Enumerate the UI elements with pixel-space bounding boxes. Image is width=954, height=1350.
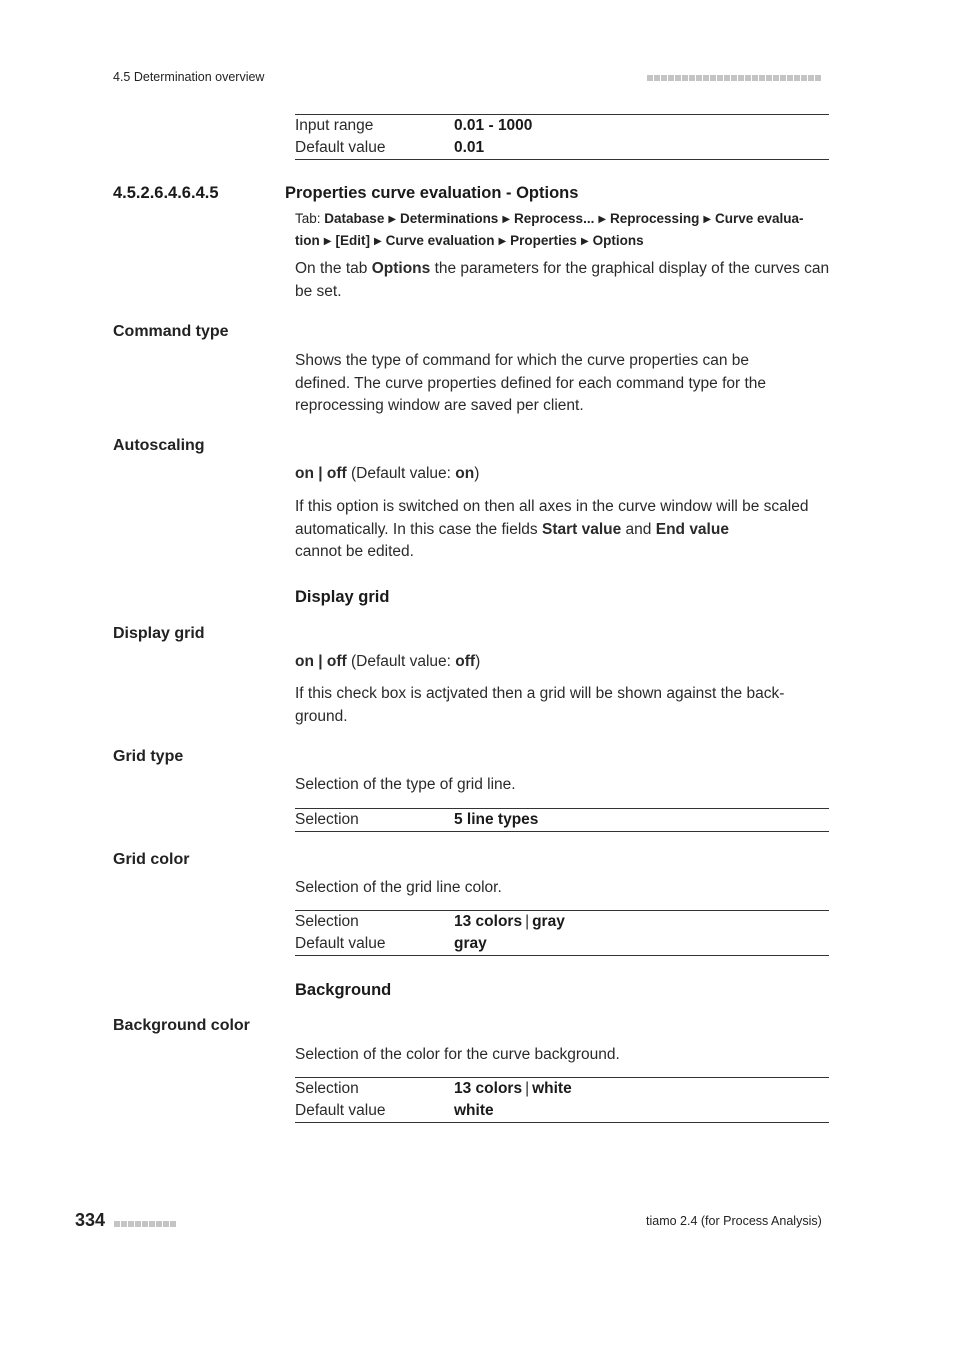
header-decoration xyxy=(647,72,822,84)
background-color-description: Selection of the color for the curve background. xyxy=(295,1046,620,1063)
grid-color-table xyxy=(295,910,829,956)
arrow-right-icon: ▶ xyxy=(598,214,607,225)
footer-decoration xyxy=(114,1218,177,1230)
table-key: Selection xyxy=(295,1080,359,1097)
arrow-right-icon: ▶ xyxy=(323,236,332,247)
table-row xyxy=(295,1100,829,1122)
table-row xyxy=(295,137,829,159)
arrow-right-icon: ▶ xyxy=(388,214,397,225)
table-row xyxy=(295,933,829,955)
table-row xyxy=(295,911,829,933)
grid-type-description: Selection of the type of grid line. xyxy=(295,776,516,793)
table-value: 0.01 xyxy=(454,139,485,156)
page-number: 334 xyxy=(75,1210,106,1230)
arrow-right-icon: ▶ xyxy=(498,236,507,247)
table-value: gray xyxy=(454,935,487,952)
footer-product: tiamo 2.4 (for Process Analysis) xyxy=(646,1214,822,1228)
table-value: 0.01 - 1000 xyxy=(454,117,533,134)
table-row xyxy=(295,809,829,831)
input-range-table xyxy=(295,114,829,160)
breadcrumb-item: Curve evaluation xyxy=(385,233,495,248)
section-number: 4.5.2.6.4.6.4.5 xyxy=(113,184,219,202)
table-row xyxy=(295,1078,829,1100)
table-key: Default value xyxy=(295,935,386,952)
display-grid-description: If this check box is actjvated then a grid will be shown against the back- ground. xyxy=(295,685,785,725)
arrow-right-icon: ▶ xyxy=(373,236,382,247)
background-color-table xyxy=(295,1077,829,1123)
command-type-description: Shows the type of command for which the curve properties can be defined. The curve properties defined for each command type for the reprocessing window are saved per client. xyxy=(295,352,767,414)
breadcrumb-item: Reprocessing xyxy=(610,211,700,226)
autoscaling-values: on | off (Default value: on) xyxy=(295,465,480,482)
arrow-right-icon: ▶ xyxy=(502,214,511,225)
table-value: 13 colors | gray xyxy=(454,913,565,930)
display-grid-heading: Display grid xyxy=(295,588,390,606)
background-color-label: Background color xyxy=(113,1017,250,1034)
breadcrumb-item: [Edit] xyxy=(335,233,370,248)
table-value: white xyxy=(454,1102,494,1119)
command-type-label: Command type xyxy=(113,323,229,340)
autoscaling-label: Autoscaling xyxy=(113,437,205,454)
breadcrumb xyxy=(295,209,829,253)
breadcrumb-item: Options xyxy=(592,233,644,248)
section-title: Properties curve evaluation - Options xyxy=(285,184,579,202)
grid-type-table xyxy=(295,808,829,832)
tab-prefix: Tab: xyxy=(295,211,321,226)
breadcrumb-item: tion xyxy=(295,233,320,248)
breadcrumb-item: Reprocess... xyxy=(514,211,595,226)
table-key: Selection xyxy=(295,913,359,930)
grid-color-description: Selection of the grid line color. xyxy=(295,879,502,896)
table-value: 13 colors | white xyxy=(454,1080,572,1097)
breadcrumb-item: Determinations xyxy=(400,211,499,226)
breadcrumb-item: Curve evalua- xyxy=(715,211,804,226)
display-grid-values: on | off (Default value: off) xyxy=(295,653,481,670)
arrow-right-icon: ▶ xyxy=(580,236,589,247)
display-grid-label: Display grid xyxy=(113,625,205,642)
intro-paragraph: On the tab Options the parameters for the graphical display of the curves can be set. xyxy=(295,260,830,300)
table-value: 5 line types xyxy=(454,811,539,828)
grid-type-label: Grid type xyxy=(113,748,184,765)
running-header: 4.5 Determination overview xyxy=(113,70,265,84)
table-key: Default value xyxy=(295,1102,386,1119)
arrow-right-icon: ▶ xyxy=(703,214,712,225)
table-key: Input range xyxy=(295,117,374,134)
table-row xyxy=(295,115,829,137)
autoscaling-description: If this option is switched on then all axes in the curve window will be scaled automatically. In this case the fields Start value and End value cannot be edited. xyxy=(295,498,809,560)
background-heading: Background xyxy=(295,981,392,999)
breadcrumb-item: Database xyxy=(324,211,385,226)
grid-color-label: Grid color xyxy=(113,851,190,868)
table-key: Default value xyxy=(295,139,386,156)
table-key: Selection xyxy=(295,811,359,828)
breadcrumb-item: Properties xyxy=(510,233,577,248)
